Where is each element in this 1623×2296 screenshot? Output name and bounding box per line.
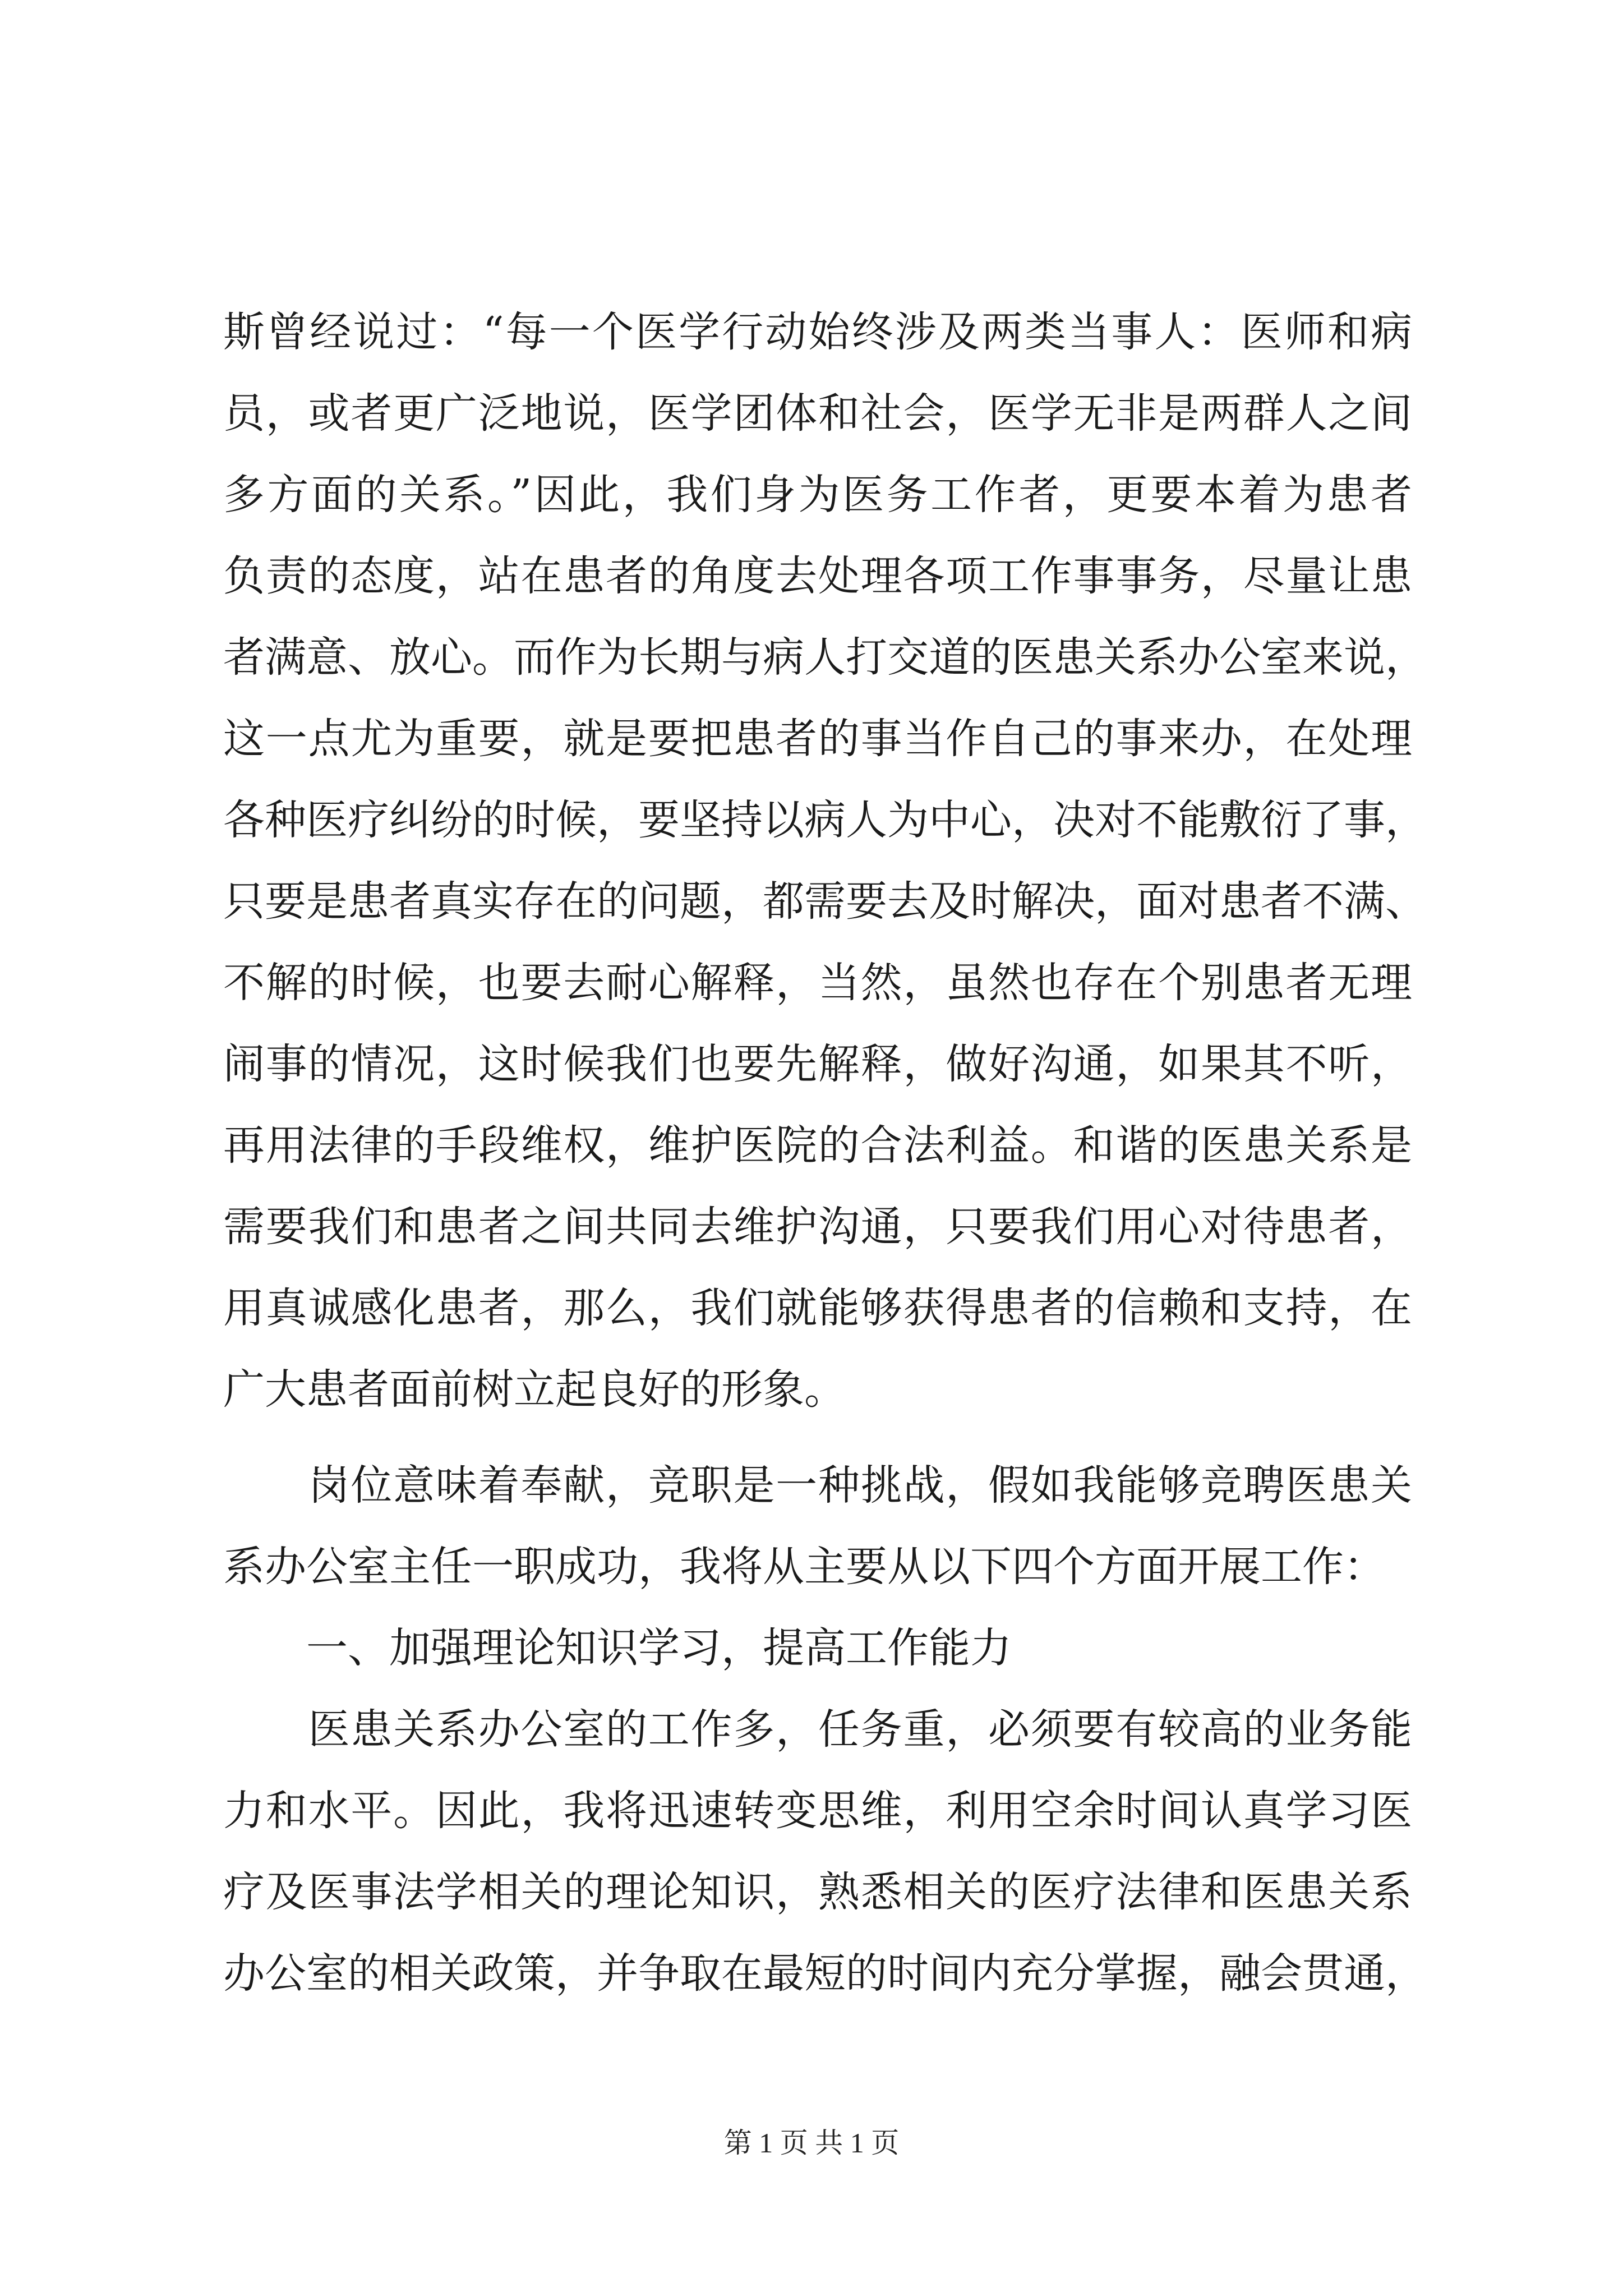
paragraph-line: 负责的态度，站在患者的角度去处理各项工作事事务，尽量让患 bbox=[223, 552, 1412, 600]
paragraph-line: 斯曾经说过：“每一个医学行动始终涉及两类当事人：医师和病 bbox=[223, 308, 1412, 356]
paragraph-line: 者满意、放心。而作为长期与病人打交道的医患关系办公室来说， bbox=[223, 633, 1427, 682]
page-number-footer: 第 1 页 共 1 页 bbox=[723, 2127, 900, 2159]
paragraph-line: 只要是患者真实存在的问题，都需要去及时解决，面对患者不满、 bbox=[223, 877, 1427, 926]
paragraph-line: 疗及医事法学相关的理论知识，熟悉相关的医疗法律和医患关系 bbox=[223, 1868, 1412, 1916]
paragraph-line: 医患关系办公室的工作多，任务重，必须要有较高的业务能 bbox=[223, 1705, 1412, 1754]
paragraph-line: 多方面的关系。”因此，我们身为医务工作者，更要本着为患者 bbox=[223, 471, 1412, 519]
paragraph-line: 不解的时候，也要去耐心解释，当然，虽然也存在个别患者无理 bbox=[223, 959, 1412, 1007]
section-heading: 一、加强理论知识学习，提高工作能力 bbox=[223, 1624, 1012, 1672]
paragraph-line: 这一点尤为重要，就是要把患者的事当作自己的事来办，在处理 bbox=[223, 715, 1412, 763]
paragraph-line: 需要我们和患者之间共同去维护沟通，只要我们用心对待患者， bbox=[223, 1203, 1412, 1251]
paragraph-line: 岗位意味着奉献，竞职是一种挑战，假如我能够竞聘医患关 bbox=[223, 1461, 1412, 1510]
paragraph-line: 闹事的情况，这时候我们也要先解释，做好沟通，如果其不听， bbox=[223, 1040, 1412, 1088]
paragraph-line: 系办公室主任一职成功，我将从主要从以下四个方面开展工作： bbox=[223, 1543, 1385, 1591]
paragraph-line: 用真诚感化患者，那么，我们就能够获得患者的信赖和支持，在 bbox=[223, 1284, 1412, 1332]
paragraph-line: 广大患者面前树立起良好的形象。 bbox=[223, 1365, 846, 1414]
paragraph-line: 员，或者更广泛地说，医学团体和社会，医学无非是两群人之间 bbox=[223, 389, 1412, 438]
paragraph-gap bbox=[223, 1430, 1412, 1445]
paragraph-line: 力和水平。因此，我将迅速转变思维，利用空余时间认真学习医 bbox=[223, 1787, 1412, 1835]
paragraph-line: 再用法律的手段维权，维护医院的合法利益。和谐的医患关系是 bbox=[223, 1121, 1412, 1170]
document-body bbox=[223, 292, 1427, 2014]
paragraph-line: 各种医疗纠纷的时候，要坚持以病人为中心，决对不能敷衍了事， bbox=[223, 796, 1427, 844]
paragraph-line: 办公室的相关政策，并争取在最短的时间内充分掌握，融会贯通， bbox=[223, 1949, 1427, 1998]
